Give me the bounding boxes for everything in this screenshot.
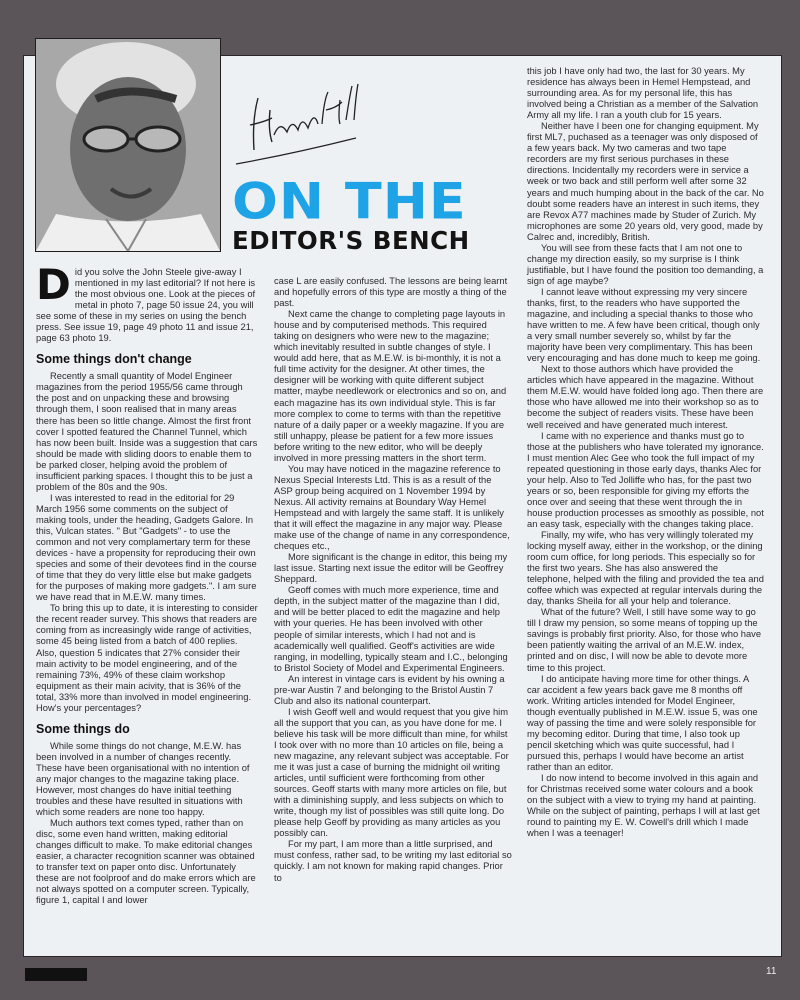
paragraph: Geoff comes with much more experience, time and depth, in the subject matter of the magazine than I did, and will be better placed to edit the magazine and help with your queries. He has been involved with other people of similar interests, which I had not and is academically well qualified. Geoff's activities are wide ranging, in modelling, typically steam and I.C., belonging to Bristol Society of Model and Experimental Engineers. [274,585,508,673]
paragraph: I do now intend to become involved in this again and for Christmas received some water colours and a book on the subject with a view to trying my hand at painting. While on the subject of painting, perhaps I will at last get round to painting my E. W. Cowell's drill which I made when I was a teenager! [527,773,760,839]
paragraph: Next to those authors which have provided the articles which have appeared in the magazine. Without them M.E.W. would have folded long ago. Then there are those who have allowed me into their workshop so as to become the subject of readers visits. These have been well received and have generated much interest. [527,364,764,430]
paragraph: Finally, my wife, who has very willingly tolerated my locking myself away, either in the workshop, or the dining room cum office, for long periods. This especially so for the first two years. She has also answered the telephone, helped with the filing and provided the tea and coffee which was expected at regular intervals during the day, thanks Sheila for all your help and tolerance. [527,529,764,607]
paragraph: I came with no experience and thanks must go to those at the publishers who have tolerated my ignorance. I must mention Alec Gee who took the full impact of my repeated questioning in those early days, thanks Alec for your help. Also to Ted Jolliffe who has, for the past two years or so, been responsible for giving my efforts the once over and seeing that these went through the in house production processes as smoothly as possible, not an easy task, especially with the changes taking place. [527,430,764,529]
paragraph: I was interested to read in the editorial for 29 March 1956 some comments on the subject of making tools, under the heading, Gadgets Galore. In this, Vulcan states. " But "Gadgets" - to use the common and not very complamertary term for these devices - have a propensity for reproducing their own species and some of their devotees find in the course of time that they do very little else but make gadgets for the purposes of making more gadgets.". I am sure we have read that in M.E.W. many times. [36,492,257,603]
column-2 [274,276,512,884]
signature-icon [232,80,362,170]
drop-cap: D [36,260,71,309]
article-title [232,172,517,255]
paragraph: You may have noticed in the magazine reference to Nexus Special Interests Ltd. This is as a result of the ASP group being acquired on 1 November 1994 by Nexus. All activity remains at Boundary Way Hemel Hempstead and with largely the same staff. It is unlikely that it will effect the magazine in any major way. Please make use of the change of name in any correspondence, cheques etc., [274,463,510,552]
paragraph: Recently a small quantity of Model Engineer magazines from the period 1955/56 came through the post and on unpacking these and browsing through them, I soon realised that in many areas there has been so little change. Almost the first front cover I spotted featured the Channel Tunnel, which has now been built. Inside was a suggestion that cars should be made with sliding doors to enable them to be parked closer, helping avoid the problem of insufficient parking spaces. I thought this to be just a problem of the 80s and the 90s. [36,371,258,492]
paragraph: While some things do not change, M.E.W. has been involved in a number of changes recently. These have been organisational with no intention of any major changes to the magazine taking place. However, most changes do have initial teething troubles and these have resulted in situations with which some readers are none too happy. [36,740,250,818]
intro-paragraph: Did you solve the John Steele give-away I mentioned in my last editorial? If not here is the most obvious one. Look at the pieces of metal in photo 7, page 50 issue 24, you will see some of these in my series on using the bench press. See issue 19, page 49 photo 11 and issue 21, page 63 photo 19. [36,260,256,344]
column-1 [36,260,258,906]
paragraph: Neither have I been one for changing equipment. My first ML7, puchased as a teenager was only disposed of a few years back. My two cameras and two tape recorders are my first serious purchases in these directions. Incidentally my recorders were in service a week or two back and still perform well after some 32 years and much humping about in the back of the car. No doubt some readers have an interest in such items, they are Revox A77 machines made by Studer of Zurich. My microphones are some 20 years old, very good, made by Calrec and, incredibly, British. [527,121,764,242]
title-on-the: ON THE [232,172,467,231]
paragraph: An interest in vintage cars is evident by his owning a pre-war Austin 7 and belonging to the Bristol Austin 7 Club and also its national counterpart. [274,673,505,706]
paragraph: Next came the change to completing page layouts in house and by computerised methods. This required taking on designers who were new to the magazine; which inevitably resulted in subtle changes of style. I would add here, that as M.E.W. is bi-monthly, it is not a full time activity for the designer. At other times, the designer will be working with quite different subject matter, maybe needlework or electronics and so on, and each magazine has its own individual style. This is far more complex to come to terms with than the repetitive nature of a daily paper or a weekly magazine. If you are still unhappy, please be patient for a few more issues before writing to the new editor, who will be deeply involved in more pressing matters in the short term. [274,309,507,463]
editor-signature [232,80,362,170]
paragraph: For my part, I am more than a little surprised, and must confess, rather sad, to be writing my last editorial so quickly. I am not known for making rapid changes. Prior to [274,839,512,883]
paragraph: I wish Geoff well and would request that you give him all the support that you can, as you have done for me. I believe his task will be more difficult than mine, for whilst I took over with no more than 10 articles on file, being a new magazine, any relevant subject was acceptable. For me it was just a case of burning the midnight oil writing articles, until sufficient were forthcoming from other sources. Geoff starts with many more articles on file, but with a diminishing supply, and less subjects on which to write, though my list of possibles was still quite long. Do please help Geoff by providing as many articles as you possibly can. [274,706,509,839]
paragraph: More significant is the change in editor, this being my last issue. Starting next issue the editor will be Geoffrey Sheppard. [274,552,508,585]
paragraph: this job I have only had two, the last for 30 years. My residence has always been in Hemel Hempstead, and surrounding area. As for my personal life, this has involved being a Christian as a member of the Salvation Army all my life. I ran a youth club for 15 years. [527,66,759,121]
section-heading: Some things do [36,721,130,736]
paragraph: Much authors text comes typed, rather than on disc, some even hand written, making editorial changes difficult to make. To make editorial changes easier, a character recognition scanner was obtained to transfer text on paper onto disc. Unfortunately these are not foolproof and do make errors which are not always spotted on a computer screen. Typically, figure 1, capital I and lower [36,818,256,906]
portrait-image-icon [36,39,220,251]
paragraph: You will see from these facts that I am not one to change my direction easily, so my surprise is I think justifiable, but I have found the position too demanding, a sign of age maybe? [527,242,764,286]
column-3 [527,66,764,839]
title-editors-bench: EDITOR'S BENCH [232,226,470,255]
editor-portrait-photo [35,38,221,252]
section-heading: Some things don't change [36,352,192,367]
paragraph: I do anticipate having more time for other things. A car accident a few years back gave me 8 months off work. Writing articles intended for Model Engineer, though eventually published in M.E.W. issue 5, was one way of passing the time and were solely responsible for my becoming editor. During that time, I also took up pencil sketching which was quite successful, had I pursued this, perhaps I would have become an artist rather than an editor. [527,673,758,772]
footer-bar [25,968,87,981]
paragraph: What of the future? Well, I still have some way to go till I draw my pension, so some means of topping up the savings is probably first priority. Also, for those who have been patiently waiting the arrival of an M.E.W. index, printed and on disc, I will now be able to devote more time to this project. [527,607,762,673]
paragraph: case L are easily confused. The lessons are being learnt and hopefully errors of this type are mostly a thing of the past. [274,276,508,309]
paragraph: I cannot leave without expressing my very sincere thanks, first, to the readers who have supported the magazine, and including a special thanks to those who have written to me. A few have been critical, though only a very small number severely so, whilst by far the majority have been very complimentary. This has been very encouraging and has done much to keep me going. [527,286,761,364]
page-number: 11 [766,966,777,977]
paragraph: To bring this up to date, it is interesting to consider the recent reader survey. This shows that readers are coming from as increasingly wide range of activities, some 45 being listed from a batch of 400 replies. Also, question 5 indicates that 27% consider their main activity to be model engineering, and of the remaining 73%, 49% of these claim workshop equipment as their main acivity, that is 36% of the total, 33% more than involved in model engineering. How's your percentages? [36,603,258,713]
